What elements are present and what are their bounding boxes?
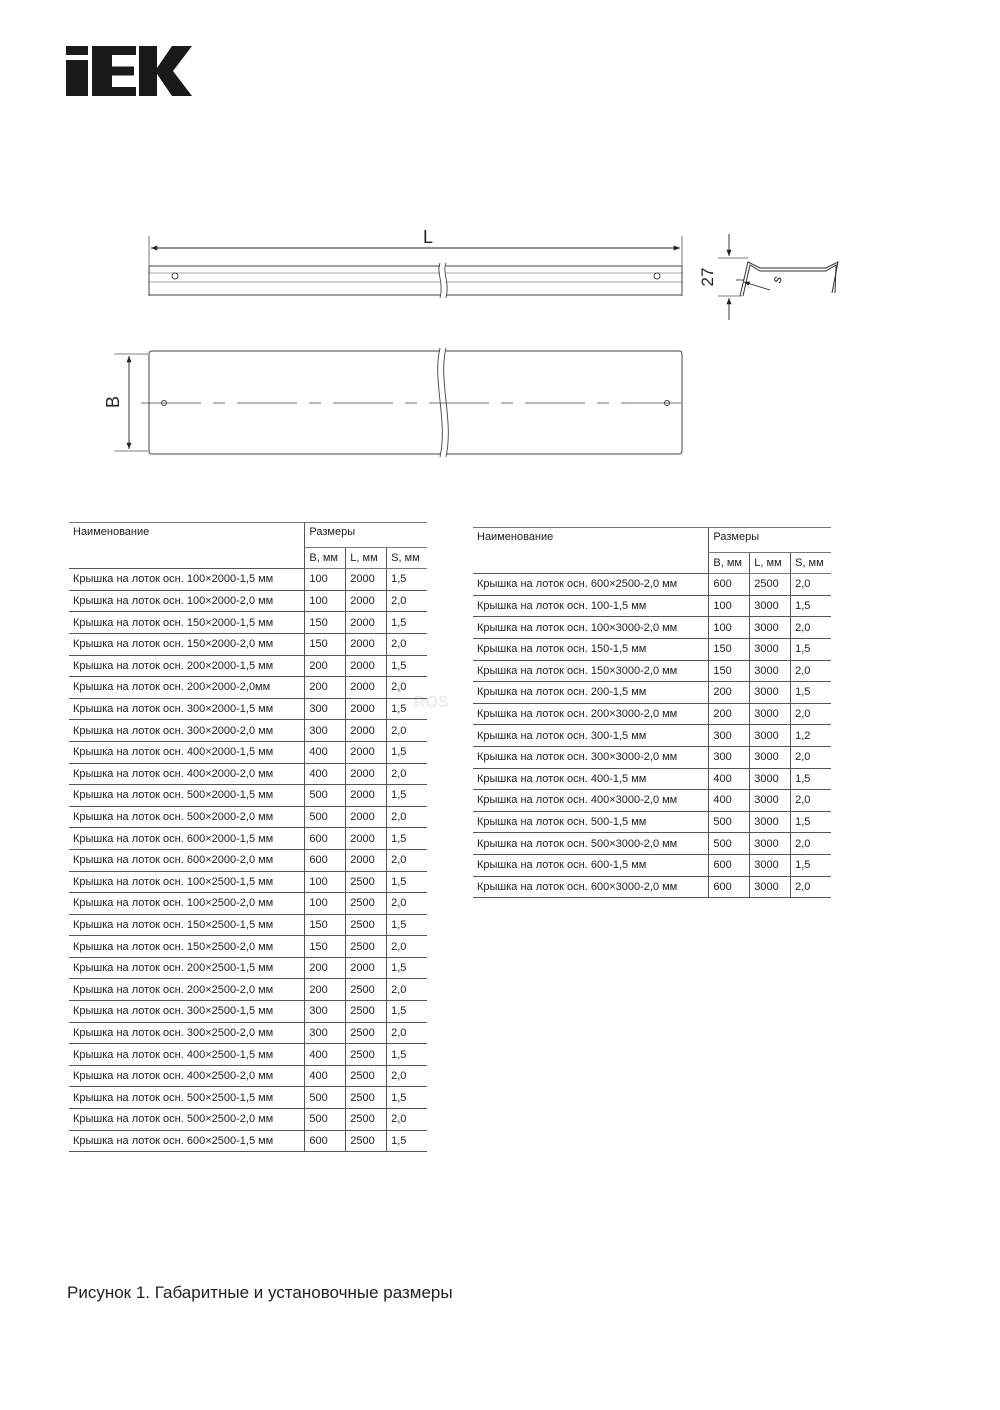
cell-name: Крышка на лоток осн. 600×2500-1,5 мм — [69, 1130, 305, 1152]
table-row — [473, 854, 831, 876]
cell-b: 200 — [305, 677, 346, 699]
header-b: B, мм — [709, 552, 750, 574]
cell-l: 2000 — [346, 569, 387, 591]
table-row — [69, 849, 427, 871]
cell-b: 600 — [709, 854, 750, 876]
table-row — [69, 569, 427, 591]
cell-name: Крышка на лоток осн. 300×2500-1,5 мм — [69, 1001, 305, 1023]
cell-s: 1,5 — [387, 741, 427, 763]
cell-b: 100 — [305, 871, 346, 893]
table-row — [473, 811, 831, 833]
cell-l: 2000 — [346, 828, 387, 850]
table-row — [473, 833, 831, 855]
cell-l: 2000 — [346, 849, 387, 871]
table-row — [69, 720, 427, 742]
cell-b: 100 — [709, 595, 750, 617]
header-l: L, мм — [346, 547, 387, 569]
cell-b: 200 — [305, 957, 346, 979]
table-row — [69, 785, 427, 807]
cell-s: 1,5 — [387, 612, 427, 634]
cell-b: 600 — [709, 876, 750, 898]
cell-l: 3000 — [750, 790, 791, 812]
cell-name: Крышка на лоток осн. 300×2000-1,5 мм — [69, 698, 305, 720]
cell-s: 2,0 — [387, 633, 427, 655]
cell-name: Крышка на лоток осн. 100×2500-2,0 мм — [69, 893, 305, 915]
cell-s: 1,5 — [387, 914, 427, 936]
cell-s: 1,5 — [791, 638, 831, 660]
header-s: S, мм — [387, 547, 427, 569]
cell-s: 1,5 — [791, 682, 831, 704]
cell-s: 2,0 — [791, 660, 831, 682]
spec-table-left — [69, 522, 427, 1152]
cell-name: Крышка на лоток осн. 300×2500-2,0 мм — [69, 1022, 305, 1044]
cell-s: 2,0 — [387, 763, 427, 785]
cell-b: 200 — [709, 703, 750, 725]
cell-b: 200 — [305, 655, 346, 677]
cell-s: 1,5 — [387, 655, 427, 677]
cell-l: 2000 — [346, 806, 387, 828]
cell-s: 2,0 — [791, 876, 831, 898]
cell-b: 100 — [305, 590, 346, 612]
table-row — [473, 595, 831, 617]
header-name: Наименование — [473, 528, 709, 574]
table-row — [473, 574, 831, 596]
cell-l: 3000 — [750, 660, 791, 682]
header-b: B, мм — [305, 547, 346, 569]
cell-name: Крышка на лоток осн. 100×2500-1,5 мм — [69, 871, 305, 893]
cell-name: Крышка на лоток осн. 300×3000-2,0 мм — [473, 746, 709, 768]
header-group: Размеры — [709, 528, 831, 553]
header-group: Размеры — [305, 523, 427, 548]
cell-l: 2000 — [346, 655, 387, 677]
cell-name: Крышка на лоток осн. 500×2500-1,5 мм — [69, 1087, 305, 1109]
cell-s: 1,2 — [791, 725, 831, 747]
cell-name: Крышка на лоток осн. 500×2000-1,5 мм — [69, 785, 305, 807]
cell-name: Крышка на лоток осн. 100×2000-2,0 мм — [69, 590, 305, 612]
table-row — [473, 790, 831, 812]
table-row — [69, 893, 427, 915]
cell-l: 2000 — [346, 698, 387, 720]
length-dimension — [149, 227, 682, 296]
header-name: Наименование — [69, 523, 305, 569]
cell-b: 150 — [305, 612, 346, 634]
table-row — [69, 828, 427, 850]
cell-s: 2,0 — [387, 806, 427, 828]
cell-name: Крышка на лоток осн. 600-1,5 мм — [473, 854, 709, 876]
cell-l: 3000 — [750, 768, 791, 790]
cell-name: Крышка на лоток осн. 400×2000-1,5 мм — [69, 741, 305, 763]
table-row — [473, 768, 831, 790]
cell-name: Крышка на лоток осн. 400×2500-2,0 мм — [69, 1065, 305, 1087]
cell-b: 400 — [709, 768, 750, 790]
table-row — [69, 590, 427, 612]
table-row — [69, 633, 427, 655]
cell-b: 100 — [305, 893, 346, 915]
cell-l: 2500 — [346, 1109, 387, 1131]
cell-l: 2000 — [346, 741, 387, 763]
cell-b: 150 — [305, 633, 346, 655]
cell-s: 1,5 — [791, 768, 831, 790]
table-row — [69, 655, 427, 677]
cell-name: Крышка на лоток осн. 300-1,5 мм — [473, 725, 709, 747]
table-row — [473, 703, 831, 725]
cell-name: Крышка на лоток осн. 150×2000-2,0 мм — [69, 633, 305, 655]
cell-b: 600 — [305, 1130, 346, 1152]
cell-b: 300 — [709, 746, 750, 768]
cell-b: 400 — [305, 1044, 346, 1066]
cell-l: 2500 — [346, 1065, 387, 1087]
cell-l: 3000 — [750, 811, 791, 833]
cell-s: 2,0 — [387, 849, 427, 871]
cell-s: 1,5 — [387, 828, 427, 850]
cell-l: 3000 — [750, 854, 791, 876]
cell-name: Крышка на лоток осн. 400×3000-2,0 мм — [473, 790, 709, 812]
cell-l: 3000 — [750, 746, 791, 768]
cell-name: Крышка на лоток осн. 150×3000-2,0 мм — [473, 660, 709, 682]
cell-l: 3000 — [750, 703, 791, 725]
cell-s: 1,5 — [387, 871, 427, 893]
cell-b: 300 — [305, 720, 346, 742]
cell-name: Крышка на лоток осн. 600×2500-2,0 мм — [473, 574, 709, 596]
cell-name: Крышка на лоток осн. 500×2000-2,0 мм — [69, 806, 305, 828]
cover-side-view — [149, 263, 682, 298]
cell-s: 2,0 — [791, 790, 831, 812]
cell-s: 2,0 — [387, 893, 427, 915]
cell-b: 600 — [305, 849, 346, 871]
cell-name: Крышка на лоток осн. 500×3000-2,0 мм — [473, 833, 709, 855]
header-s: S, мм — [791, 552, 831, 574]
cell-l: 3000 — [750, 617, 791, 639]
cell-s: 1,5 — [791, 595, 831, 617]
cell-name: Крышка на лоток осн. 150×2500-2,0 мм — [69, 936, 305, 958]
table-row — [69, 677, 427, 699]
cell-s: 2,0 — [387, 590, 427, 612]
table-row — [69, 1065, 427, 1087]
spec-table-right-body — [473, 574, 831, 898]
cell-b: 500 — [305, 785, 346, 807]
cell-b: 500 — [709, 811, 750, 833]
cell-s: 1,5 — [791, 854, 831, 876]
cell-b: 100 — [305, 569, 346, 591]
cell-name: Крышка на лоток осн. 150×2000-1,5 мм — [69, 612, 305, 634]
cell-l: 2000 — [346, 720, 387, 742]
cell-name: Крышка на лоток осн. 200×2500-1,5 мм — [69, 957, 305, 979]
cell-name: Крышка на лоток осн. 200-1,5 мм — [473, 682, 709, 704]
cell-l: 2000 — [346, 957, 387, 979]
cell-l: 2000 — [346, 590, 387, 612]
table-row — [473, 617, 831, 639]
cell-l: 2500 — [346, 1044, 387, 1066]
cell-name: Крышка на лоток осн. 200×2500-2,0 мм — [69, 979, 305, 1001]
cell-s: 2,0 — [791, 746, 831, 768]
cell-b: 500 — [709, 833, 750, 855]
cell-l: 3000 — [750, 595, 791, 617]
cell-s: 1,5 — [387, 1130, 427, 1152]
cell-l: 3000 — [750, 876, 791, 898]
table-row — [69, 1022, 427, 1044]
spec-table-left-body — [69, 569, 427, 1152]
cell-l: 2000 — [346, 633, 387, 655]
cell-l: 2000 — [346, 677, 387, 699]
cell-s: 2,0 — [387, 1109, 427, 1131]
cell-s: 2,0 — [791, 574, 831, 596]
cell-s: 1,5 — [387, 698, 427, 720]
cell-s: 2,0 — [387, 1065, 427, 1087]
cell-l: 3000 — [750, 682, 791, 704]
cell-l: 3000 — [750, 833, 791, 855]
table-row — [69, 1130, 427, 1152]
cell-l: 2000 — [346, 763, 387, 785]
cell-l: 2500 — [346, 1130, 387, 1152]
cell-b: 150 — [305, 936, 346, 958]
cell-l: 2000 — [346, 612, 387, 634]
table-row — [473, 682, 831, 704]
cover-top-view — [141, 348, 692, 457]
cell-l: 2500 — [346, 871, 387, 893]
table-row — [69, 914, 427, 936]
cell-s: 1,5 — [387, 1087, 427, 1109]
table-row — [69, 763, 427, 785]
table-row — [69, 741, 427, 763]
cell-name: Крышка на лоток осн. 400×2500-1,5 мм — [69, 1044, 305, 1066]
cell-b: 600 — [709, 574, 750, 596]
cell-b: 300 — [305, 1001, 346, 1023]
cell-l: 2500 — [346, 1022, 387, 1044]
cell-b: 300 — [305, 1022, 346, 1044]
cell-b: 200 — [709, 682, 750, 704]
table-row — [473, 660, 831, 682]
cell-b: 300 — [305, 698, 346, 720]
cell-s: 1,5 — [387, 1001, 427, 1023]
cell-l: 2500 — [750, 574, 791, 596]
cell-name: Крышка на лоток осн. 200×3000-2,0 мм — [473, 703, 709, 725]
cell-b: 400 — [305, 763, 346, 785]
cell-name: Крышка на лоток осн. 400×2000-2,0 мм — [69, 763, 305, 785]
cell-b: 400 — [709, 790, 750, 812]
cell-name: Крышка на лоток осн. 150×2500-1,5 мм — [69, 914, 305, 936]
table-row — [69, 1001, 427, 1023]
cell-b: 150 — [305, 914, 346, 936]
cell-s: 1,5 — [387, 785, 427, 807]
cell-name: Крышка на лоток осн. 500-1,5 мм — [473, 811, 709, 833]
cell-s: 2,0 — [791, 703, 831, 725]
cell-b: 150 — [709, 660, 750, 682]
table-row — [473, 746, 831, 768]
header-l: L, мм — [750, 552, 791, 574]
table-row — [473, 638, 831, 660]
width-dimension — [103, 354, 148, 451]
table-row — [69, 612, 427, 634]
table-row — [69, 871, 427, 893]
cell-name: Крышка на лоток осн. 200×2000-1,5 мм — [69, 655, 305, 677]
width-label: B — [103, 395, 123, 409]
cell-b: 400 — [305, 1065, 346, 1087]
table-row — [69, 1087, 427, 1109]
height-label: 27 — [698, 267, 717, 287]
cover-profile — [698, 234, 838, 320]
cell-s: 2,0 — [387, 677, 427, 699]
cell-l: 2000 — [346, 785, 387, 807]
cell-l: 3000 — [750, 725, 791, 747]
cell-s: 1,5 — [387, 569, 427, 591]
cell-name: Крышка на лоток осн. 500×2500-2,0 мм — [69, 1109, 305, 1131]
table-row — [69, 979, 427, 1001]
cell-b: 150 — [709, 638, 750, 660]
table-row — [69, 806, 427, 828]
cell-name: Крышка на лоток осн. 100-1,5 мм — [473, 595, 709, 617]
cell-s: 1,5 — [791, 811, 831, 833]
cell-name: Крышка на лоток осн. 100×2000-1,5 мм — [69, 569, 305, 591]
table-row — [69, 957, 427, 979]
table-row — [473, 876, 831, 898]
cell-l: 2500 — [346, 1001, 387, 1023]
cell-name: Крышка на лоток осн. 150-1,5 мм — [473, 638, 709, 660]
cell-l: 2500 — [346, 914, 387, 936]
cell-b: 100 — [709, 617, 750, 639]
spec-table-right — [473, 527, 831, 898]
table-row — [69, 936, 427, 958]
cell-b: 400 — [305, 741, 346, 763]
cell-s: 2,0 — [387, 1022, 427, 1044]
cell-name: Крышка на лоток осн. 300×2000-2,0 мм — [69, 720, 305, 742]
length-label: L — [422, 227, 434, 247]
cell-s: 1,5 — [387, 957, 427, 979]
cell-b: 300 — [709, 725, 750, 747]
cell-l: 2500 — [346, 1087, 387, 1109]
cell-s: 1,5 — [387, 1044, 427, 1066]
cell-b: 200 — [305, 979, 346, 1001]
cell-name: Крышка на лоток осн. 100×3000-2,0 мм — [473, 617, 709, 639]
cell-s: 2,0 — [791, 617, 831, 639]
cell-name: Крышка на лоток осн. 400-1,5 мм — [473, 768, 709, 790]
thickness-label: s — [768, 273, 785, 286]
cell-b: 500 — [305, 1087, 346, 1109]
cell-name: Крышка на лоток осн. 600×3000-2,0 мм — [473, 876, 709, 898]
table-row — [473, 725, 831, 747]
figure-caption: Рисунок 1. Габаритные и установочные размеры — [67, 1283, 453, 1302]
cell-l: 2500 — [346, 893, 387, 915]
cell-name: Крышка на лоток осн. 600×2000-2,0 мм — [69, 849, 305, 871]
cell-name: Крышка на лоток осн. 200×2000-2,0мм — [69, 677, 305, 699]
watermark: ROS — [414, 694, 449, 711]
table-row — [69, 1109, 427, 1131]
cell-l: 3000 — [750, 638, 791, 660]
table-row — [69, 1044, 427, 1066]
table-row — [69, 698, 427, 720]
cell-b: 600 — [305, 828, 346, 850]
cell-b: 500 — [305, 806, 346, 828]
cell-s: 2,0 — [387, 936, 427, 958]
cell-l: 2500 — [346, 936, 387, 958]
cell-s: 2,0 — [387, 979, 427, 1001]
technical-drawing — [0, 0, 1000, 500]
cell-l: 2500 — [346, 979, 387, 1001]
cell-s: 2,0 — [387, 720, 427, 742]
cell-s: 2,0 — [791, 833, 831, 855]
cell-name: Крышка на лоток осн. 600×2000-1,5 мм — [69, 828, 305, 850]
cell-b: 500 — [305, 1109, 346, 1131]
